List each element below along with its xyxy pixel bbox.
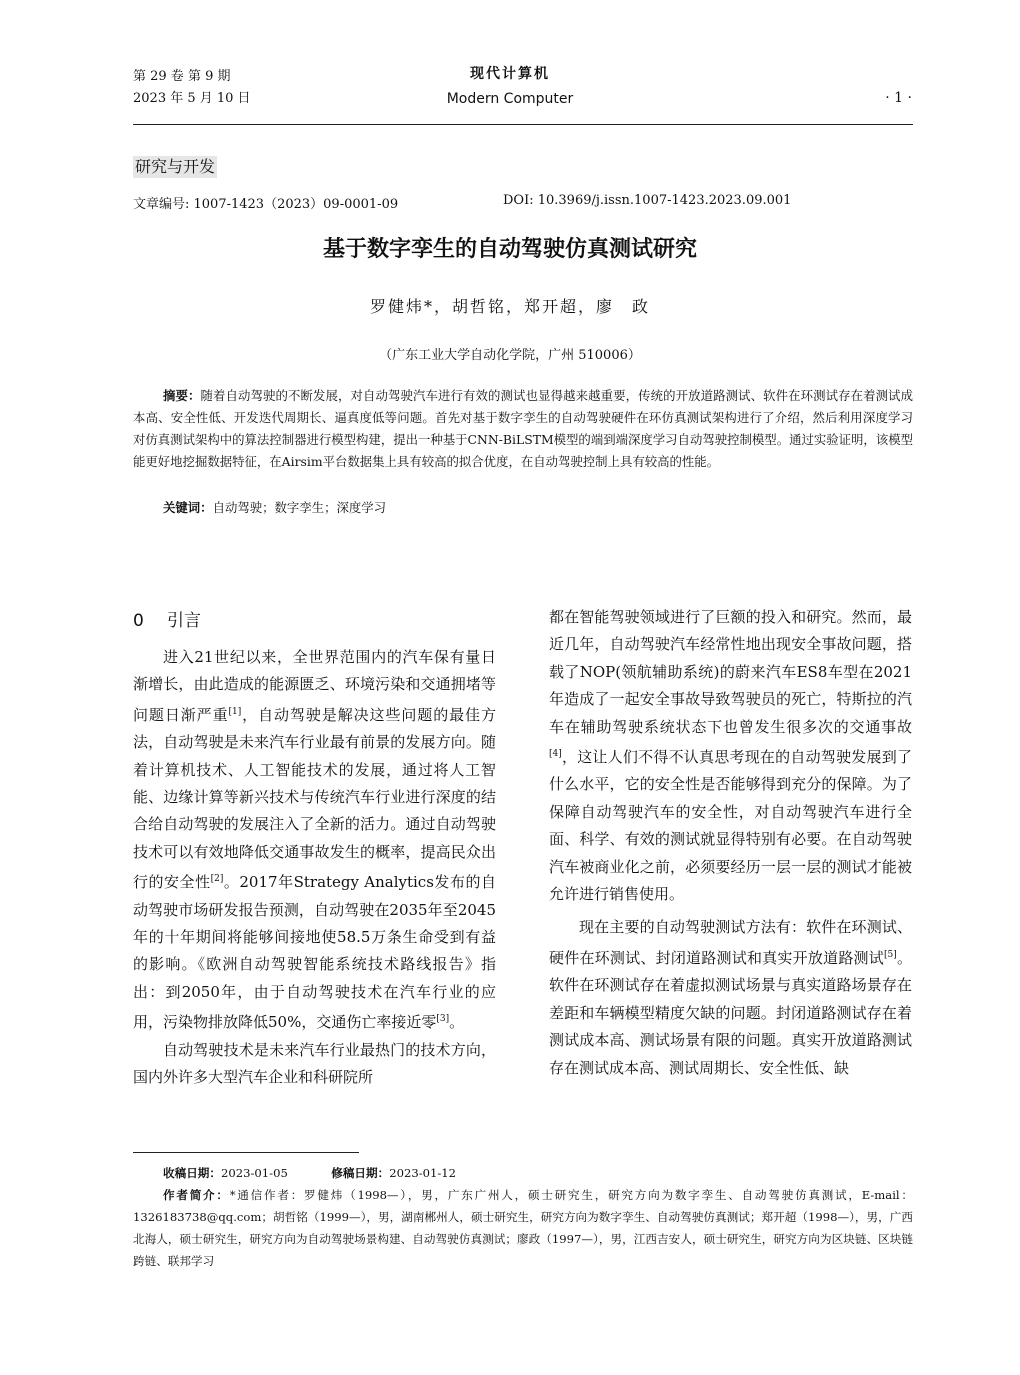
article-id: 文章编号: 1007-1423（2023）09-0001-09 — [133, 197, 399, 212]
header-journal — [0, 64, 1020, 110]
text-run: ，自动驾驶是解决这些问题的最佳方法，自动驾驶是未来汽车行业最有前景的发展方向。随着计算机技术、人工智能技术的发展，通过将人工智能、边缘计算等新兴技术与传统汽车行业进行深度的结合给自动驾驶的发展注入了全新的活力。通过自动驾驶技术可以有效地降低交通事故发生的概率，提高民众出行的安全性 — [133, 705, 496, 892]
citation-ref: [2] — [210, 874, 224, 885]
header-date: 2023 年 5 月 10 日 — [133, 91, 251, 106]
abstract-label: 摘要： — [163, 388, 201, 403]
abstract — [133, 385, 913, 473]
text-run: 。2017年Strategy Analytics发布的自动驾驶市场研发报告预测，自动驾驶在2035年至2045年的十年期间将能够间接地使58.5万条生命受到有益的影响。《欧洲自动驾驶智能系统技术路线报告》指出：到2050年，由于自动驾驶技术在汽车行业的应用，污染物排放降低50%，交通伤亡率接近零 — [133, 873, 496, 1032]
affiliation: （广东工业大学自动化学院，广州 510006） — [379, 348, 641, 363]
journal-name-cn: 现代计算机 — [470, 66, 550, 82]
header-volume: 第 29 卷 第 9 期 — [133, 69, 231, 84]
text-run: 。 — [449, 1013, 465, 1032]
footnote-dates — [133, 1162, 913, 1184]
section-number: 0 — [133, 611, 144, 631]
paragraph — [549, 914, 912, 1081]
paragraph — [133, 644, 496, 1037]
text-run: 。软件在环测试存在着虚拟测试场景与真实道路场景存在差距和车辆模型精度欠缺的问题。封闭道路测试存在着测试成本高、测试场景有限的问题。真实开放道路测试存在测试成本高、测试周期长、安全性低、缺 — [549, 948, 912, 1077]
footnote-bio — [133, 1184, 913, 1272]
citation-ref: [1] — [228, 706, 242, 717]
keywords-label: 关键词： — [163, 500, 213, 515]
text-run: 进入21世纪以来，全世界范围内的汽车保有量日渐增长，由此造成的能源匮乏、环境污染和交通拥堵等问题日渐严重 — [133, 648, 496, 724]
received-date: 2023-01-05 — [220, 1166, 288, 1180]
revised-date: 2023-01-12 — [389, 1166, 457, 1180]
journal-name-en: Modern Computer — [446, 91, 574, 107]
bio-label: 作者简介： — [163, 1188, 230, 1202]
keywords-text: 自动驾驶；数字孪生；深度学习 — [212, 500, 387, 515]
citation-ref: [4] — [549, 749, 562, 760]
paragraph: 自动驾驶技术是未来汽车行业最热门的技术方向，国内外许多大型汽车企业和科研院所 — [133, 1040, 496, 1087]
paper-title: 基于数字孪生的自动驾驶仿真测试研究 — [322, 237, 697, 262]
section-title: 引言 — [167, 611, 201, 631]
doi: DOI: 10.3969/j.issn.1007-1423.2023.09.001 — [503, 193, 792, 208]
footnote-rule — [133, 1152, 359, 1153]
paragraph — [549, 604, 912, 908]
citation-ref: [3] — [436, 1014, 450, 1025]
text-run: ，这让人们不得不认真思考现在的自动驾驶发展到了什么水平，它的安全性是否能够得到充分的保障。为了保障自动驾驶汽车的安全性，对自动驾驶汽车进行全面、科学、有效的测试就显得特别有必要。在自动驾驶汽车被商业化之前，必须要经历一层一层的测试才能被允许进行销售使用。 — [549, 748, 912, 904]
column-tag: 研究与开发 — [135, 157, 216, 176]
text-run: 现在主要的自动驾驶测试方法有：软件在环测试、硬件在环测试、封闭道路测试和真实开放道路测试 — [549, 918, 912, 967]
abstract-text: 随着自动驾驶的不断发展，对自动驾驶汽车进行有效的测试也显得越来越重要，传统的开放道路测试、软件在环测试存在着测试成本高、安全性低、开发迭代周期长、逼真度低等问题。首先对基于数字孪生的自动驾驶硬件在环仿真测试架构进行了介绍，然后利用深度学习对仿真测试架构中的算法控制器进行模型构建，提出一种基于CNN-BiLSTM模型的端到端深度学习自动驾驶控制模型。通过实验证明，该模型能更好地挖掘数据特征，在Airsim平台数据集上具有较高的拟合优度，在自动驾驶控制上具有较高的性能。 — [133, 388, 914, 469]
authors: 罗健炜*，胡哲铭，郑开超，廖 政 — [369, 297, 650, 316]
citation-ref: [5] — [884, 949, 897, 960]
text-run: 都在智能驾驶领域进行了巨额的投入和研究。然而，最近几年，自动驾驶汽车经常性地出现安全事故问题，搭载了NOP(领航辅助系统)的蔚来汽车ES8车型在2021年造成了一起安全事故导致驾驶员的死亡，特斯拉的汽车在辅助驾驶系统状态下也曾发生很多次的交通事故 — [549, 608, 912, 736]
left-column — [133, 644, 496, 1092]
keywords — [163, 497, 386, 519]
section-heading — [133, 606, 201, 631]
revised-label: 修稿日期： — [331, 1166, 390, 1180]
received-label: 收稿日期： — [163, 1166, 221, 1180]
page-number: · 1 · — [885, 90, 912, 106]
bio-text: *通信作者：罗健炜（1998—），男，广东广州人，硕士研究生，研究方向为数字孪生、自动驾驶仿真测试，E-mail：1326183738@qq.com；胡哲铭（1999—），男，湖南郴州人，硕士研究生，研究方向为数字孪生、自动驾驶仿真测试；郑开超（1998—），男，广西北海人，硕士研究生，研究方向为自动驾驶场景构建、自动驾驶仿真测试；廖政（1997—），男，江西吉安人，硕士研究生，研究方向为区块链、区块链跨链、联邦学习 — [133, 1188, 913, 1268]
header-rule — [133, 124, 913, 125]
footnote — [133, 1162, 913, 1272]
right-column — [549, 604, 912, 1082]
